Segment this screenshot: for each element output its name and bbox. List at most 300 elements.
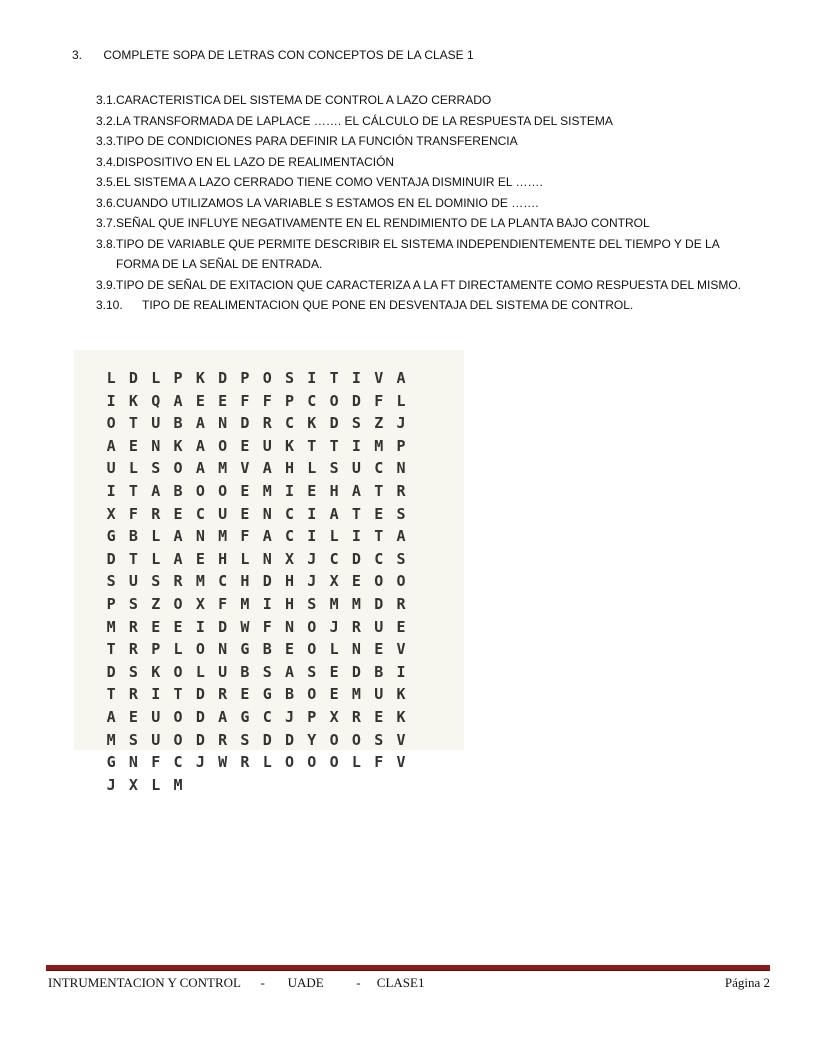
grid-letter: S xyxy=(307,594,317,613)
grid-letter: G xyxy=(240,640,250,659)
grid-letter: D xyxy=(262,572,272,591)
grid-letter: G xyxy=(106,527,116,546)
grid-letter: K xyxy=(128,391,138,410)
grid-letter: S xyxy=(151,572,161,591)
grid-letter: A xyxy=(173,391,183,410)
footer-course: INTRUMENTACION Y CONTROL xyxy=(48,975,241,990)
grid-letter: H xyxy=(218,549,228,568)
grid-letter: D xyxy=(374,594,384,613)
grid-letter: S xyxy=(151,459,161,478)
footer-divider xyxy=(46,965,770,971)
grid-letter: Y xyxy=(307,730,317,749)
grid-letter: J xyxy=(307,572,317,591)
grid-letter: I xyxy=(351,369,361,387)
question-text: LA TRANSFORMADA DE LAPLACE ……. EL CÁLCULO DE LA RESPUESTA DEL SISTEMA xyxy=(116,113,613,128)
grid-letter: X xyxy=(329,707,339,726)
grid-letter: O xyxy=(218,481,228,500)
section-title-text: COMPLETE SOPA DE LETRAS CON CONCEPTOS DE LA CLASE 1 xyxy=(103,48,474,62)
grid-letter: V xyxy=(374,369,384,387)
grid-letter: U xyxy=(218,662,228,681)
grid-letter: O xyxy=(173,459,183,478)
grid-letter: L xyxy=(329,640,339,659)
grid-letter: U xyxy=(374,617,384,636)
grid-letter: S xyxy=(128,594,138,613)
grid-letter: X xyxy=(329,572,339,591)
grid-letter: D xyxy=(285,730,295,749)
grid-letter: C xyxy=(329,549,339,568)
grid-letter: M xyxy=(329,594,339,613)
question-number: 3.3. xyxy=(96,134,117,148)
question-item xyxy=(96,275,776,296)
grid-letter: A xyxy=(262,527,272,546)
question-item xyxy=(96,295,776,316)
question-item xyxy=(96,90,776,111)
grid-letter: R xyxy=(128,640,138,659)
grid-letter: Z xyxy=(151,594,161,613)
grid-letter: U xyxy=(351,459,361,478)
grid-letter: M xyxy=(106,730,116,749)
grid-letter: D xyxy=(351,662,361,681)
grid-letter: V xyxy=(240,459,250,478)
grid-letter: E xyxy=(329,685,339,704)
grid-letter: A xyxy=(329,504,339,523)
grid-letter: L xyxy=(128,459,138,478)
grid-letter: N xyxy=(151,436,161,455)
grid-letter: O xyxy=(329,391,339,410)
grid-letter: A xyxy=(106,707,116,726)
grid-letter: C xyxy=(285,504,295,523)
grid-letter: O xyxy=(374,572,384,591)
grid-letter: P xyxy=(151,640,161,659)
question-item xyxy=(96,131,776,152)
grid-letter: B xyxy=(285,685,295,704)
grid-letter: H xyxy=(240,572,250,591)
grid-letter: L xyxy=(240,549,250,568)
grid-letter: S xyxy=(329,459,339,478)
grid-letter: U xyxy=(262,436,272,455)
question-list xyxy=(96,90,776,316)
page-footer xyxy=(48,975,770,991)
grid-letter: G xyxy=(240,707,250,726)
question-item xyxy=(96,213,776,234)
grid-letter: T xyxy=(128,414,138,433)
grid-letter: A xyxy=(396,369,406,387)
question-text: DISPOSITIVO EN EL LAZO DE REALIMENTACIÓN xyxy=(116,154,395,169)
grid-letter: S xyxy=(396,549,406,568)
grid-letter: P xyxy=(396,436,406,455)
grid-letter: E xyxy=(128,707,138,726)
grid-letter: I xyxy=(307,527,317,546)
grid-letter: L xyxy=(262,753,272,772)
grid-letter: P xyxy=(106,594,116,613)
page-number: Página 2 xyxy=(724,975,770,990)
question-text xyxy=(116,234,776,275)
grid-letter: N xyxy=(285,617,295,636)
grid-letter: D xyxy=(195,685,205,704)
grid-letter: E xyxy=(240,436,250,455)
grid-letter: A xyxy=(173,527,183,546)
grid-letter: K xyxy=(285,436,295,455)
grid-letter: F xyxy=(218,594,228,613)
grid-letter: K xyxy=(173,436,183,455)
grid-letter: S xyxy=(351,414,361,433)
grid-letter: N xyxy=(262,549,272,568)
grid-letter: N xyxy=(218,414,228,433)
grid-letter: N xyxy=(396,459,406,478)
grid-letter: L xyxy=(151,549,161,568)
question-text-line2: FORMA DE LA SEÑAL DE ENTRADA. xyxy=(116,257,323,271)
grid-letter: R xyxy=(151,504,161,523)
grid-letter: T xyxy=(329,369,339,387)
grid-letter: O xyxy=(262,369,272,387)
grid-letter: R xyxy=(173,572,183,591)
grid-letter: R xyxy=(218,685,228,704)
grid-letter: O xyxy=(173,662,183,681)
question-number: 3.4. xyxy=(96,154,117,169)
grid-letter: R xyxy=(262,414,272,433)
grid-letter: X xyxy=(285,549,295,568)
grid-letter: A xyxy=(351,481,361,500)
grid-letter: O xyxy=(195,640,205,659)
word-search-grid xyxy=(100,367,412,796)
grid-letter: B xyxy=(262,640,272,659)
grid-letter: U xyxy=(218,504,228,523)
grid-letter: J xyxy=(106,775,116,794)
grid-letter: L xyxy=(351,753,361,772)
footer-university: UADE xyxy=(287,975,324,990)
grid-letter: N xyxy=(262,504,272,523)
grid-letter: M xyxy=(262,481,272,500)
grid-letter: E xyxy=(374,504,384,523)
grid-letter: M xyxy=(218,459,228,478)
grid-letter: M xyxy=(351,685,361,704)
grid-letter: M xyxy=(351,594,361,613)
grid-letter: S xyxy=(128,730,138,749)
grid-letter: L xyxy=(329,527,339,546)
grid-letter: V xyxy=(396,640,406,659)
grid-letter: O xyxy=(307,685,317,704)
question-text: TIPO DE SEÑAL DE EXITACION QUE CARACTERIZA A LA FT DIRECTAMENTE COMO RESPUESTA DEL MISMO. xyxy=(116,277,742,292)
grid-letter: E xyxy=(351,572,361,591)
grid-letter: W xyxy=(218,753,228,772)
question-item xyxy=(96,172,776,193)
grid-letter: I xyxy=(351,527,361,546)
grid-letter: N xyxy=(195,527,205,546)
question-number: 3.6. xyxy=(96,195,117,210)
grid-letter: R xyxy=(218,730,228,749)
grid-letter: E xyxy=(173,504,183,523)
grid-letter: D xyxy=(351,549,361,568)
grid-letter: R xyxy=(351,617,361,636)
grid-letter: E xyxy=(396,617,406,636)
question-number: 3.10. xyxy=(96,298,123,312)
grid-letter: J xyxy=(307,549,317,568)
grid-letter: P xyxy=(285,391,295,410)
grid-letter: O xyxy=(307,640,317,659)
footer-separator: - xyxy=(356,975,361,990)
grid-letter: G xyxy=(106,753,116,772)
grid-letter: T xyxy=(128,549,138,568)
grid-letter: M xyxy=(106,617,116,636)
grid-letter: A xyxy=(173,549,183,568)
grid-letter: E xyxy=(151,617,161,636)
grid-letter: F xyxy=(374,391,384,410)
grid-letter: O xyxy=(329,753,339,772)
grid-letter: S xyxy=(128,662,138,681)
grid-letter: T xyxy=(374,527,384,546)
question-number: 3.5. xyxy=(96,175,117,189)
grid-letter: V xyxy=(396,730,406,749)
grid-letter: L xyxy=(195,662,205,681)
grid-letter: O xyxy=(307,753,317,772)
grid-letter: D xyxy=(106,662,116,681)
footer-separator: - xyxy=(260,975,265,990)
grid-letter: D xyxy=(195,730,205,749)
grid-letter: E xyxy=(128,436,138,455)
grid-letter: S xyxy=(240,730,250,749)
grid-letter: P xyxy=(240,369,250,387)
grid-letter: D xyxy=(329,414,339,433)
grid-letter: A xyxy=(195,436,205,455)
question-number: 3.9. xyxy=(96,277,117,292)
grid-letter: V xyxy=(396,753,406,772)
grid-letter: T xyxy=(106,640,116,659)
grid-letter: E xyxy=(173,617,183,636)
grid-letter: B xyxy=(374,662,384,681)
grid-letter: S xyxy=(374,730,384,749)
grid-letter: A xyxy=(195,459,205,478)
grid-letter: L xyxy=(151,775,161,794)
grid-letter: A xyxy=(195,414,205,433)
grid-letter: O xyxy=(396,572,406,591)
question-number: 3.8. xyxy=(96,236,117,251)
grid-letter: K xyxy=(195,369,205,387)
grid-letter: S xyxy=(396,504,406,523)
grid-letter: H xyxy=(285,459,295,478)
grid-letter: R xyxy=(396,481,406,500)
grid-letter: D xyxy=(218,617,228,636)
grid-letter: U xyxy=(128,572,138,591)
grid-letter: F xyxy=(374,753,384,772)
section-number: 3. xyxy=(72,48,83,62)
grid-letter: M xyxy=(195,572,205,591)
question-number: 3.2. xyxy=(96,113,117,128)
grid-letter: E xyxy=(329,662,339,681)
grid-letter: U xyxy=(151,414,161,433)
grid-letter: T xyxy=(307,436,317,455)
word-search-panel xyxy=(74,350,464,794)
grid-letter: I xyxy=(262,594,272,613)
grid-letter: U xyxy=(106,459,116,478)
grid-letter: H xyxy=(285,594,295,613)
grid-letter: O xyxy=(173,707,183,726)
grid-letter: M xyxy=(240,594,250,613)
grid-letter: R xyxy=(396,594,406,613)
grid-letter: T xyxy=(374,481,384,500)
grid-letter: E xyxy=(218,391,228,410)
question-text: TIPO DE CONDICIONES PARA DEFINIR LA FUNCIÓN TRANSFERENCIA xyxy=(116,134,518,148)
grid-letter: E xyxy=(307,481,317,500)
question-item xyxy=(96,193,776,214)
grid-letter: K xyxy=(151,662,161,681)
question-text: CARACTERISTICA DEL SISTEMA DE CONTROL A LAZO CERRADO xyxy=(116,93,492,107)
grid-letter: D xyxy=(218,369,228,387)
grid-letter: R xyxy=(128,685,138,704)
grid-letter: W xyxy=(240,617,250,636)
grid-letter: A xyxy=(285,662,295,681)
grid-letter: S xyxy=(285,369,295,387)
grid-letter: E xyxy=(285,640,295,659)
question-text-line1: TIPO DE VARIABLE QUE PERMITE DESCRIBIR EL SISTEMA INDEPENDIENTEMENTE DEL TIEMPO Y DE LA xyxy=(116,236,720,251)
grid-letter: K xyxy=(307,414,317,433)
grid-letter: C xyxy=(374,459,384,478)
grid-letter: A xyxy=(218,707,228,726)
grid-letter: A xyxy=(262,459,272,478)
grid-letter: F xyxy=(128,504,138,523)
grid-letter: E xyxy=(195,549,205,568)
grid-letter: E xyxy=(374,707,384,726)
grid-letter: N xyxy=(351,640,361,659)
grid-letter: J xyxy=(396,414,406,433)
grid-letter: A xyxy=(396,527,406,546)
grid-letter: K xyxy=(396,707,406,726)
grid-letter: Q xyxy=(151,391,161,410)
grid-letter: K xyxy=(396,685,406,704)
grid-letter: S xyxy=(262,662,272,681)
grid-letter: B xyxy=(240,662,250,681)
grid-letter: I xyxy=(307,369,317,387)
grid-letter: E xyxy=(374,640,384,659)
grid-letter: R xyxy=(240,753,250,772)
question-text: CUANDO UTILIZAMOS LA VARIABLE S ESTAMOS EN EL DOMINIO DE ……. xyxy=(116,195,539,210)
grid-letter: N xyxy=(128,753,138,772)
grid-letter: H xyxy=(329,481,339,500)
grid-letter: F xyxy=(240,527,250,546)
grid-letter: E xyxy=(195,391,205,410)
grid-letter: J xyxy=(195,753,205,772)
grid-letter: C xyxy=(262,707,272,726)
grid-letter: I xyxy=(351,436,361,455)
grid-letter: D xyxy=(351,391,361,410)
grid-letter: C xyxy=(218,572,228,591)
grid-letter: B xyxy=(173,481,183,500)
grid-letter: H xyxy=(285,572,295,591)
grid-letter: Z xyxy=(374,414,384,433)
grid-letter: C xyxy=(307,391,317,410)
question-item xyxy=(96,152,776,173)
section-heading xyxy=(72,48,474,62)
grid-letter: O xyxy=(351,730,361,749)
grid-letter: O xyxy=(173,594,183,613)
grid-letter: B xyxy=(128,527,138,546)
footer-class: CLASE1 xyxy=(376,975,425,990)
grid-letter: C xyxy=(195,504,205,523)
grid-letter: R xyxy=(351,707,361,726)
grid-letter: C xyxy=(173,753,183,772)
question-item xyxy=(96,234,776,275)
grid-letter: L xyxy=(173,640,183,659)
grid-letter: L xyxy=(151,369,161,387)
grid-letter: I xyxy=(307,504,317,523)
grid-letter: R xyxy=(128,617,138,636)
grid-letter: F xyxy=(262,391,272,410)
grid-letter: M xyxy=(173,775,183,794)
grid-letter: I xyxy=(285,481,295,500)
grid-letter: C xyxy=(285,527,295,546)
grid-letter: O xyxy=(218,436,228,455)
grid-letter: N xyxy=(218,640,228,659)
grid-letter: C xyxy=(285,414,295,433)
question-text: TIPO DE REALIMENTACION QUE PONE EN DESVENTAJA DEL SISTEMA DE CONTROL. xyxy=(142,298,634,312)
grid-letter: S xyxy=(106,572,116,591)
grid-letter: I xyxy=(106,481,116,500)
grid-letter: U xyxy=(151,730,161,749)
grid-letter: I xyxy=(396,662,406,681)
grid-letter: A xyxy=(106,436,116,455)
grid-letter: D xyxy=(240,414,250,433)
grid-letter: L xyxy=(307,459,317,478)
grid-letter: L xyxy=(151,527,161,546)
grid-letter: D xyxy=(262,730,272,749)
grid-letter: F xyxy=(262,617,272,636)
grid-letter: I xyxy=(151,685,161,704)
grid-letter: O xyxy=(173,730,183,749)
grid-letter: X xyxy=(106,504,116,523)
grid-letter: F xyxy=(151,753,161,772)
grid-letter: P xyxy=(307,707,317,726)
grid-letter: I xyxy=(195,617,205,636)
grid-letter: D xyxy=(195,707,205,726)
grid-letter: U xyxy=(374,685,384,704)
grid-letter: D xyxy=(128,369,138,387)
grid-letter: E xyxy=(240,504,250,523)
grid-letter: T xyxy=(351,504,361,523)
question-text: SEÑAL QUE INFLUYE NEGATIVAMENTE EN EL RENDIMIENTO DE LA PLANTA BAJO CONTROL xyxy=(116,216,650,230)
grid-letter: X xyxy=(128,775,138,794)
footer-left xyxy=(48,975,424,991)
question-number: 3.1. xyxy=(96,93,117,107)
grid-letter: O xyxy=(285,753,295,772)
grid-letter: J xyxy=(329,617,339,636)
grid-letter: J xyxy=(285,707,295,726)
question-text: EL SISTEMA A LAZO CERRADO TIENE COMO VENTAJA DISMINUIR EL ……. xyxy=(116,175,543,189)
grid-letter: E xyxy=(240,481,250,500)
grid-letter: O xyxy=(195,481,205,500)
grid-letter: L xyxy=(106,369,116,387)
grid-letter: M xyxy=(374,436,384,455)
grid-letter: I xyxy=(106,391,116,410)
grid-letter: G xyxy=(262,685,272,704)
grid-letter: O xyxy=(329,730,339,749)
grid-letter: T xyxy=(128,481,138,500)
grid-letter: T xyxy=(329,436,339,455)
grid-letter: A xyxy=(151,481,161,500)
grid-letter: T xyxy=(173,685,183,704)
grid-letter: M xyxy=(218,527,228,546)
grid-letter: P xyxy=(173,369,183,387)
grid-letter: S xyxy=(307,662,317,681)
grid-letter: C xyxy=(374,549,384,568)
grid-letter: T xyxy=(106,685,116,704)
grid-letter: U xyxy=(151,707,161,726)
grid-letter: E xyxy=(240,685,250,704)
grid-letter: F xyxy=(240,391,250,410)
grid-letter: O xyxy=(106,414,116,433)
grid-letter: B xyxy=(173,414,183,433)
grid-letter: L xyxy=(396,391,406,410)
grid-letter: X xyxy=(195,594,205,613)
question-number: 3.7. xyxy=(96,216,117,230)
